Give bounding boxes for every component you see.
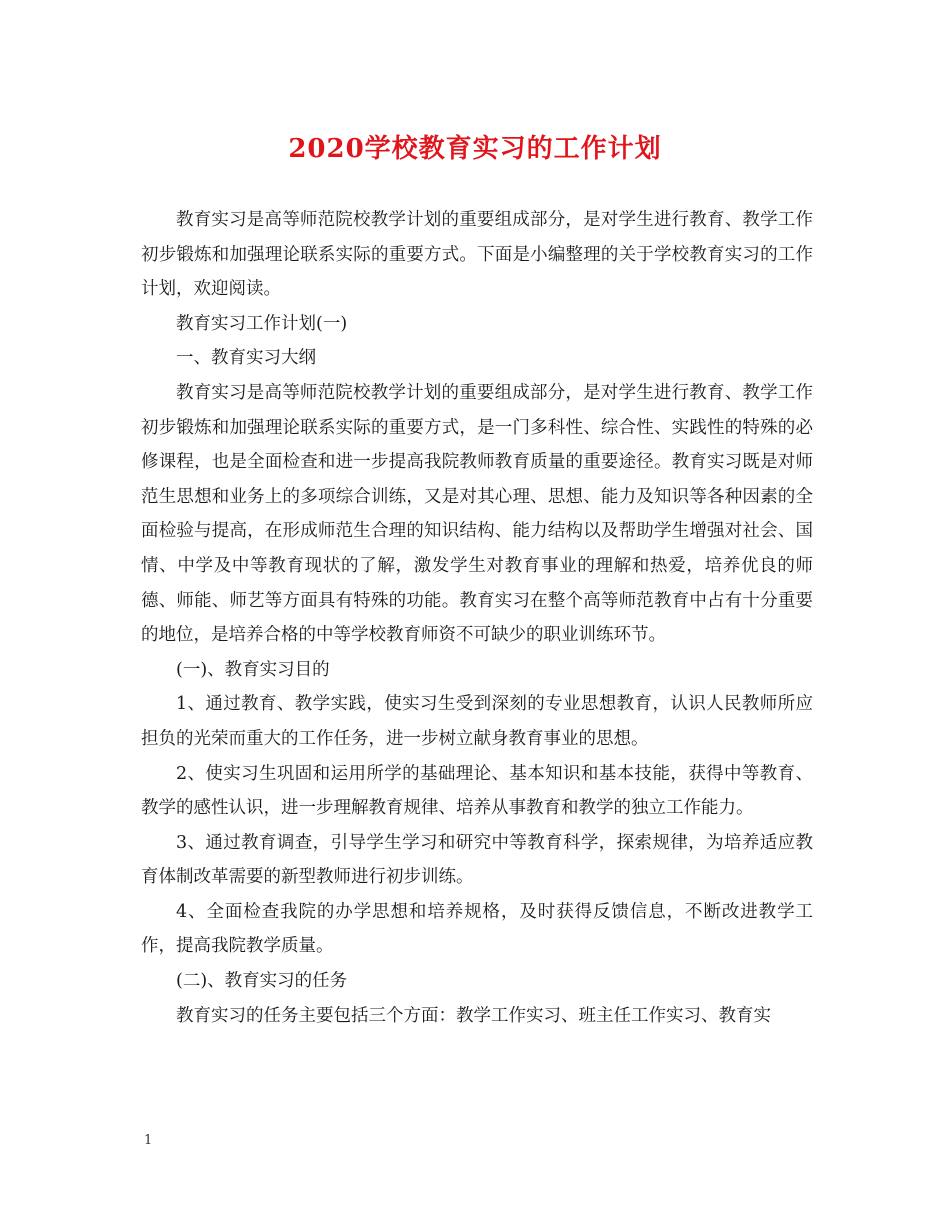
list-item-purpose-4: 4、全面检查我院的办学思想和培养规格，及时获得反馈信息，不断改进教学工作，提高我院教学质量。 — [141, 901, 813, 957]
paragraph-tasks: 教育实习的任务主要包括三个方面：教学工作实习、班主任工作实习、教育实 — [176, 1005, 771, 1026]
section-heading-plan-one: 教育实习工作计划(一) — [176, 313, 348, 334]
page-number: 1 — [144, 1133, 153, 1148]
paragraph-outline: 教育实习是高等师范院校教学计划的重要组成部分，是对学生进行教育、教学工作初步锻炼和加强理论联系实际的重要方式，是一门多科性、综合性、实践性的特殊的必修课程，也是全面检查和进一步提高我院教师教育质量的重要途径。教育实习既是对师范生思想和业务上的多项综合训练，又是对其心理、思想、能力及知识等各种因素的全面检验与提高，在形成师范生合理的知识结构、能力结构以及帮助学生增强对社会、国情、中学及中等教育现状的了解，激发学生对教育事业的理解和热爱，培养优良的师德、师能、师艺等方面具有特殊的功能。教育实习在整个高等师范教育中占有十分重要的地位，是培养合格的中等学校教育师资不可缺少的职业训练环节。 — [141, 382, 813, 646]
section-heading-outline: 一、教育实习大纲 — [176, 348, 316, 369]
document-title: 2020学校教育实习的工作计划 — [288, 134, 662, 164]
paragraph-intro: 教育实习是高等师范院校教学计划的重要组成部分，是对学生进行教育、教学工作初步锻炼和加强理论联系实际的重要方式。下面是小编整理的关于学校教育实习的工作计划，欢迎阅读。 — [141, 210, 813, 300]
list-item-purpose-2: 2、使实习生巩固和运用所学的基础理论、基本知识和基本技能，获得中等教育、教学的感性认识，进一步理解教育规律、培养从事教育和教学的独立工作能力。 — [141, 763, 813, 819]
list-item-purpose-3: 3、通过教育调查，引导学生学习和研究中等教育科学，探索规律，为培养适应教育体制改革需要的新型教师进行初步训练。 — [141, 832, 813, 888]
document-body — [141, 203, 813, 1033]
list-item-purpose-1: 1、通过教育、教学实践，使实习生受到深刻的专业思想教育，认识人民教师所应担负的光荣而重大的工作任务，进一步树立献身教育事业的思想。 — [141, 694, 813, 749]
section-heading-purpose: (一)、教育实习目的 — [176, 659, 330, 680]
section-heading-tasks: (二)、教育实习的任务 — [176, 971, 348, 992]
